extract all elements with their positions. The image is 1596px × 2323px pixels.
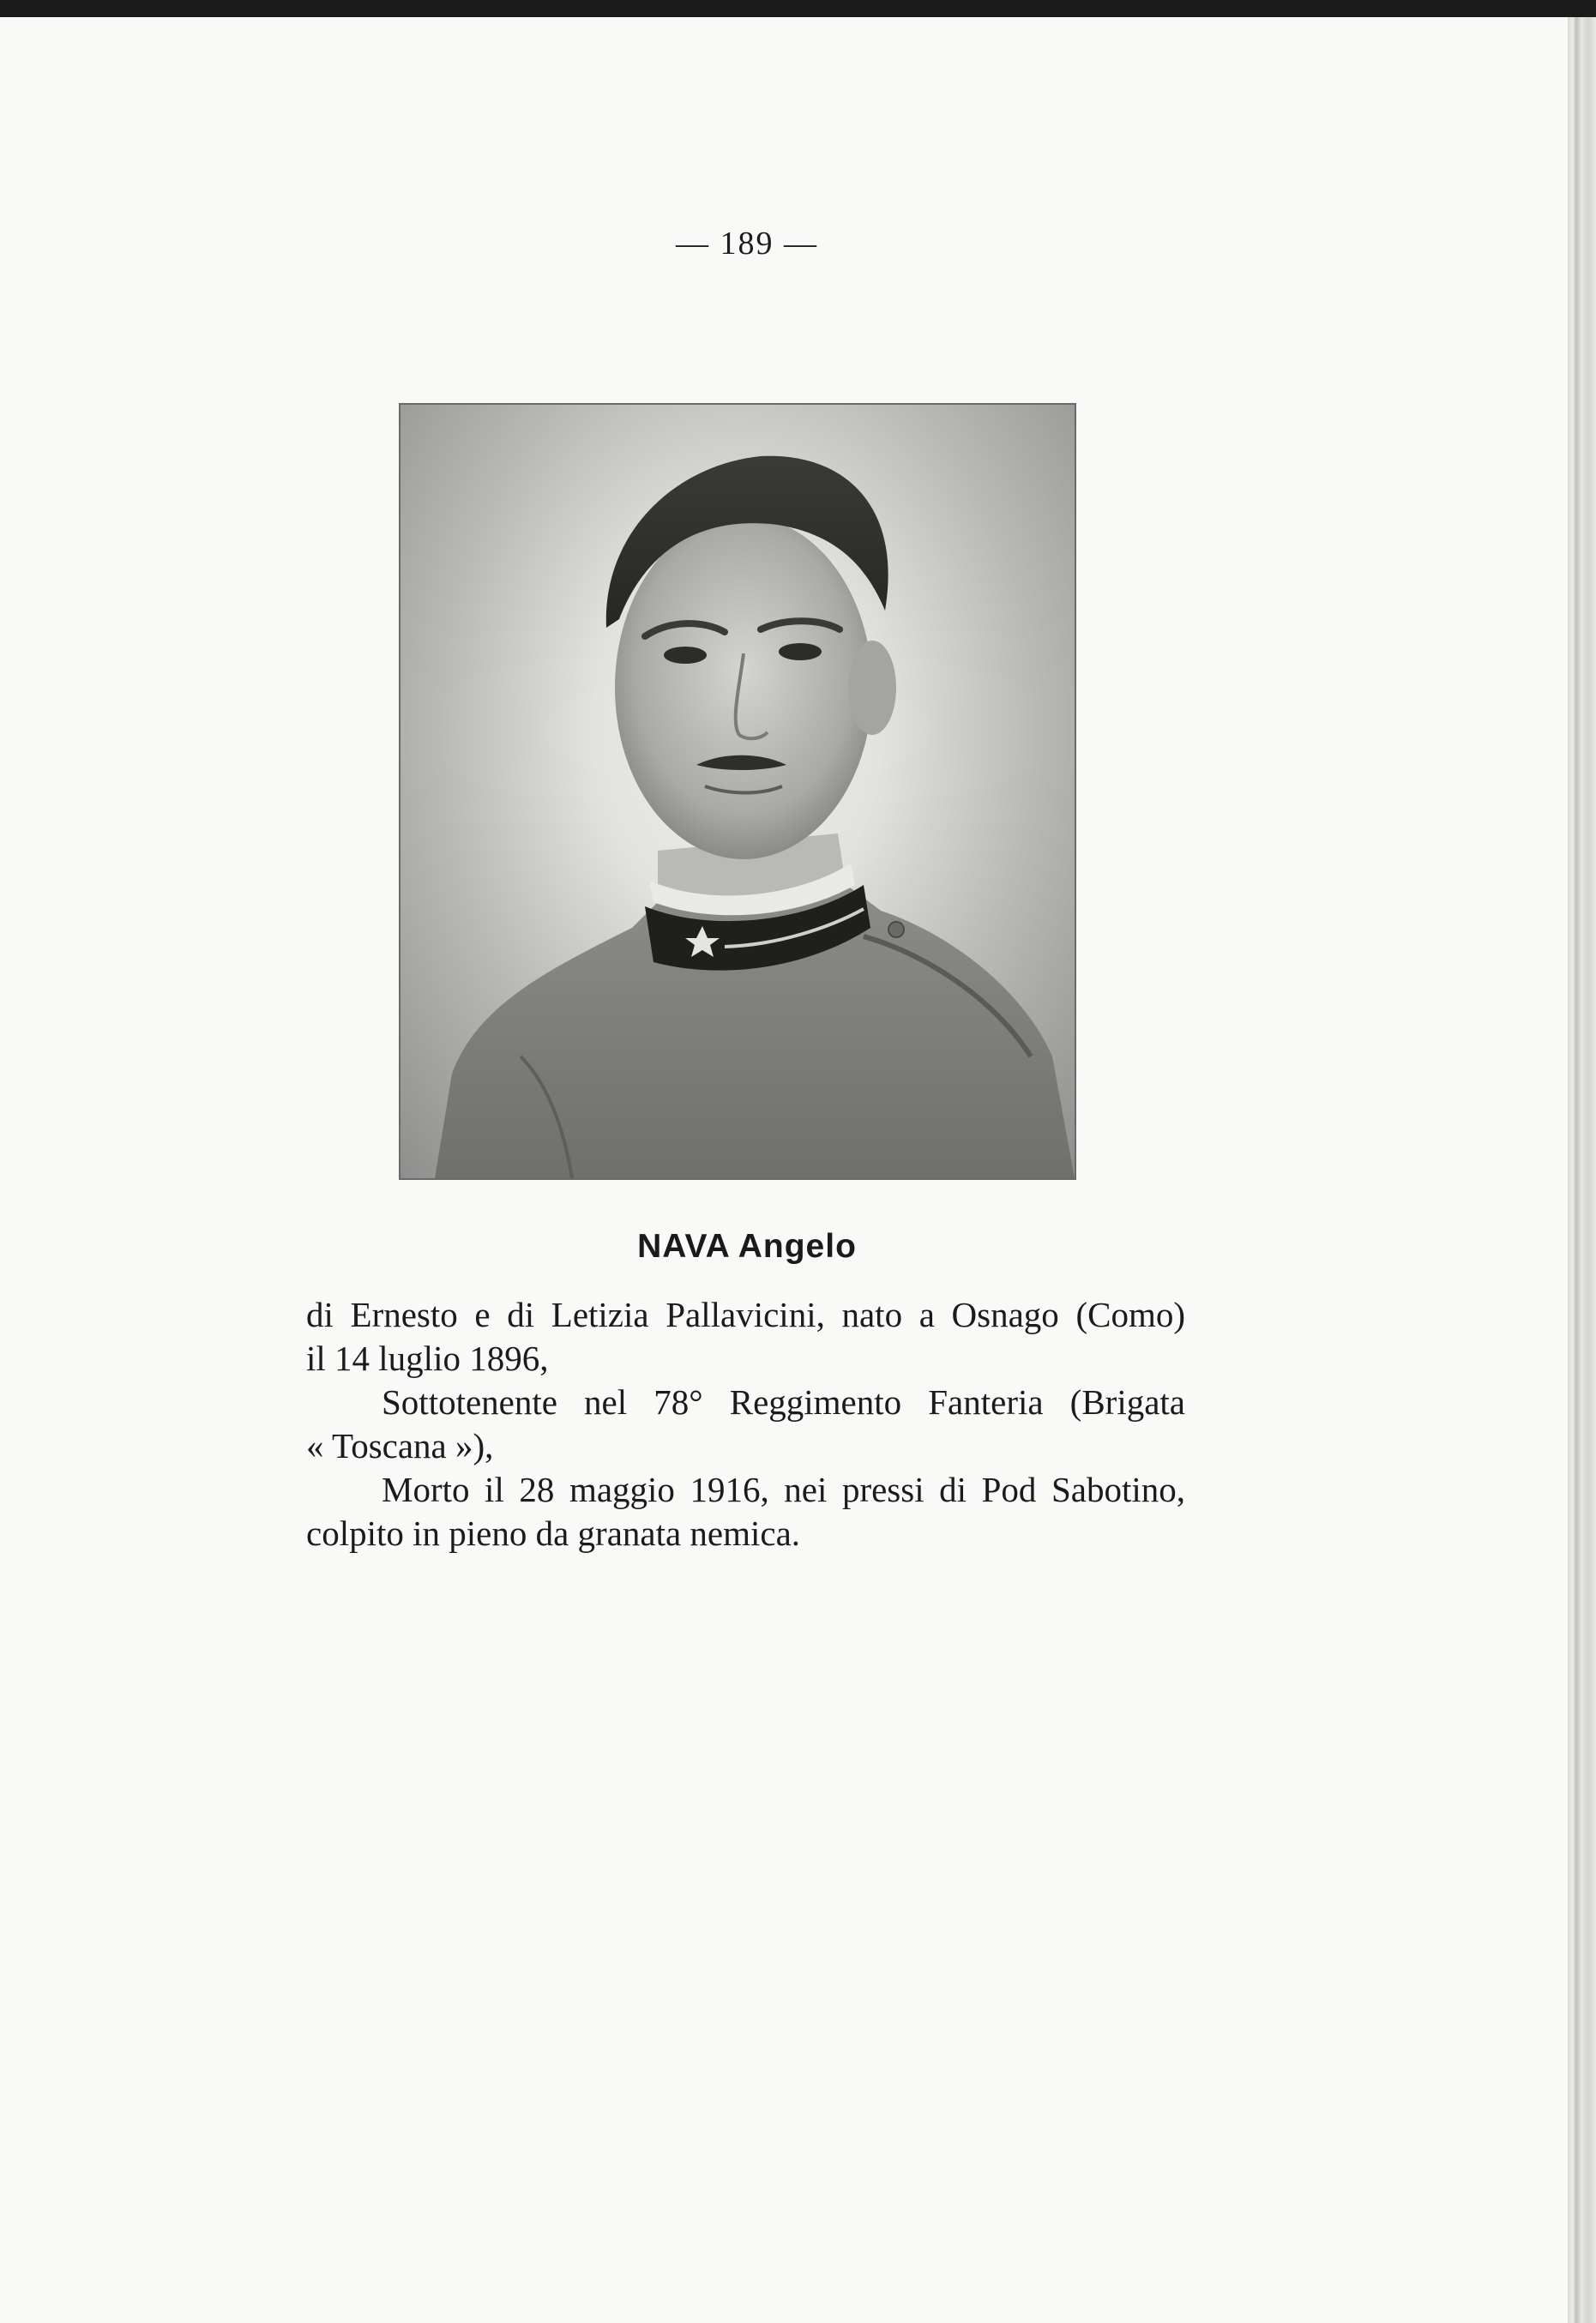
page-number: — 189 — [676,226,818,262]
bio-line-cause: colpito in pieno da granata nemica. [306,1514,801,1553]
bio-line-brigade: « Toscana »), [306,1426,494,1465]
bio-line-death: Morto il 28 maggio 1916, nei pressi di Pod Sabotino, [382,1470,1185,1509]
person-name-heading: NAVA Angelo [637,1228,857,1265]
biography-text [306,1293,1185,1556]
portrait-photo [399,403,1076,1180]
scan-top-border [0,0,1596,17]
bio-line-birthdate: il 14 luglio 1896, [306,1339,549,1378]
page-edge [1568,17,1596,2323]
bio-line-parents-birthplace: di Ernesto e di Letizia Pallavicini, nato a Osnago (Como) [306,1295,1185,1334]
bio-line-rank-regiment: Sottotenente nel 78° Reggimento Fanteria (Brigata [382,1382,1185,1422]
